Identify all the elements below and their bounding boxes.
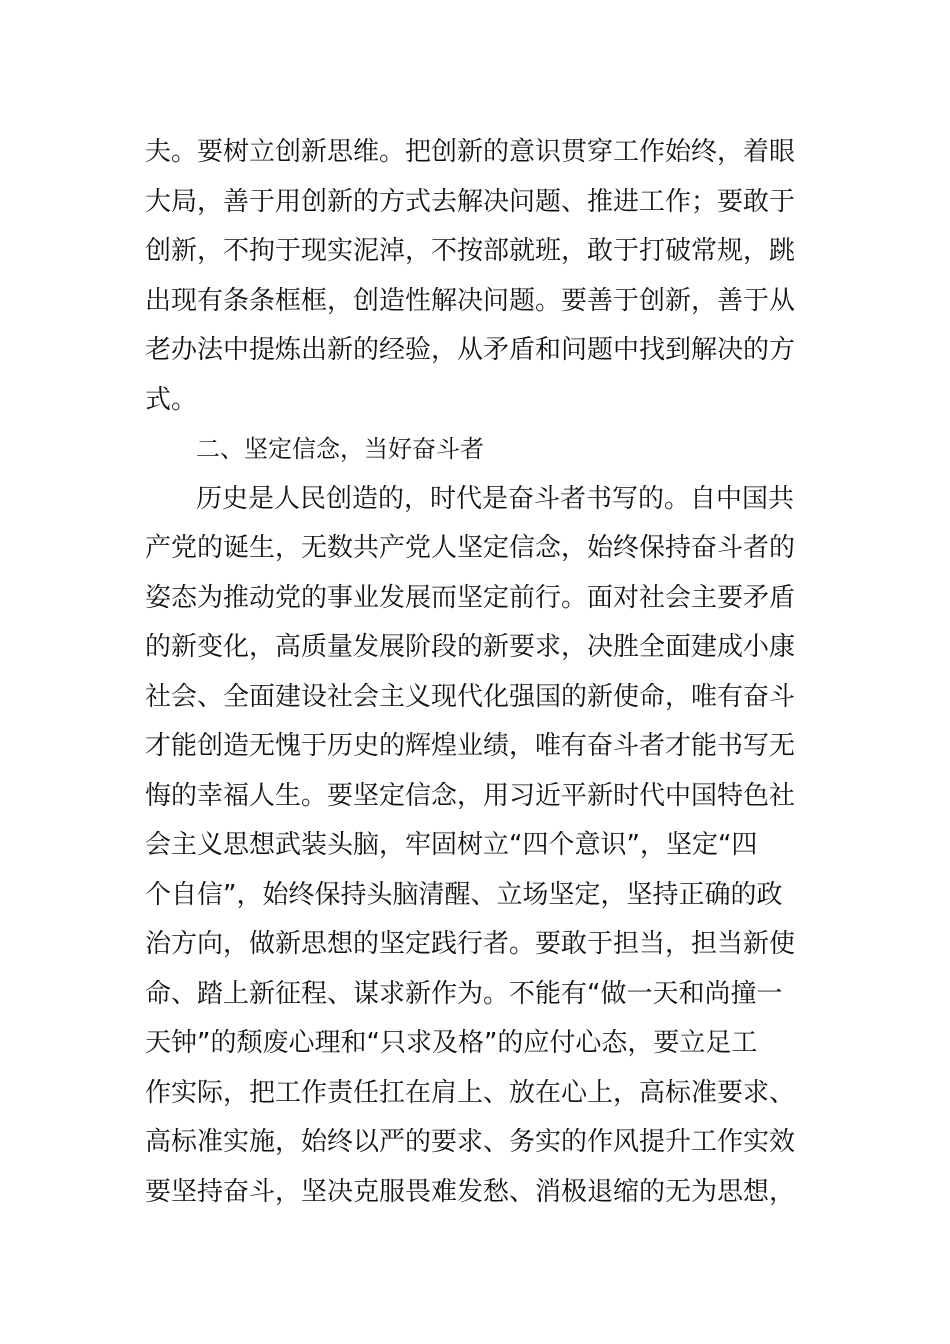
paragraph-line: 高标准实施，始终以严的要求、务实的作风提升工作实效 xyxy=(145,1127,796,1157)
paragraph-line: 姿态为推动党的事业发展而坚定前行。面对社会主要矛盾 xyxy=(145,582,796,613)
paragraph-line: 治方向，做新思想的坚定践行者。要敢于担当，担当新使 xyxy=(145,929,796,959)
paragraph-line: 作实际，把工作责任扛在肩上、放在心上，高标准要求、 xyxy=(145,1077,796,1108)
paragraph-line: 天钟”的颓废心理和“只求及格”的应付心态，要立足工 xyxy=(145,1028,758,1058)
paragraph-line: 悔的幸福人生。要坚定信念，用习近平新时代中国特色社 xyxy=(145,780,796,811)
paragraph-line: 社会、全面建设社会主义现代化强国的新使命，唯有奋斗 xyxy=(145,681,796,712)
paragraph-line: 大局，善于用创新的方式去解决问题、推进工作；要敢于 xyxy=(145,186,796,217)
paragraph-line: 创新，不拘于现实泥淖，不按部就班，敢于打破常规，跳 xyxy=(145,236,796,266)
document-body xyxy=(145,128,815,1217)
paragraph-line: 的新变化，高质量发展阶段的新要求，决胜全面建成小康 xyxy=(145,632,796,662)
section-heading: 二、坚定信念，当好奋斗者 xyxy=(196,435,484,463)
paragraph-line: 会主义思想武装头脑，牢固树立“四个意识”，坚定“四 xyxy=(145,830,758,860)
paragraph-line: 命、踏上新征程、谋求新作为。不能有“做一天和尚撞一 xyxy=(145,978,783,1009)
paragraph-line: 夫。要树立创新思维。把创新的意识贯穿工作始终，着眼 xyxy=(145,137,796,167)
paragraph-line: 才能创造无愧于历史的辉煌业绩，唯有奋斗者才能书写无 xyxy=(145,731,796,761)
paragraph-line: 出现有条条框框，创造性解决问题。要善于创新，善于从 xyxy=(145,285,796,316)
paragraph-line: 老办法中提炼出新的经验，从矛盾和问题中找到解决的方 xyxy=(145,335,796,365)
paragraph-line: 要坚持奋斗，坚决克服畏难发愁、消极退缩的无为思想， xyxy=(145,1176,796,1207)
paragraph-line: 个自信”，始终保持头脑清醒、立场坚定，坚持正确的政 xyxy=(145,879,783,910)
paragraph-line: 式。 xyxy=(145,384,198,415)
paragraph-line: 产党的诞生，无数共产党人坚定信念，始终保持奋斗者的 xyxy=(145,533,796,563)
paragraph-line: 历史是人民创造的，时代是奋斗者书写的。自中国共 xyxy=(196,483,795,514)
